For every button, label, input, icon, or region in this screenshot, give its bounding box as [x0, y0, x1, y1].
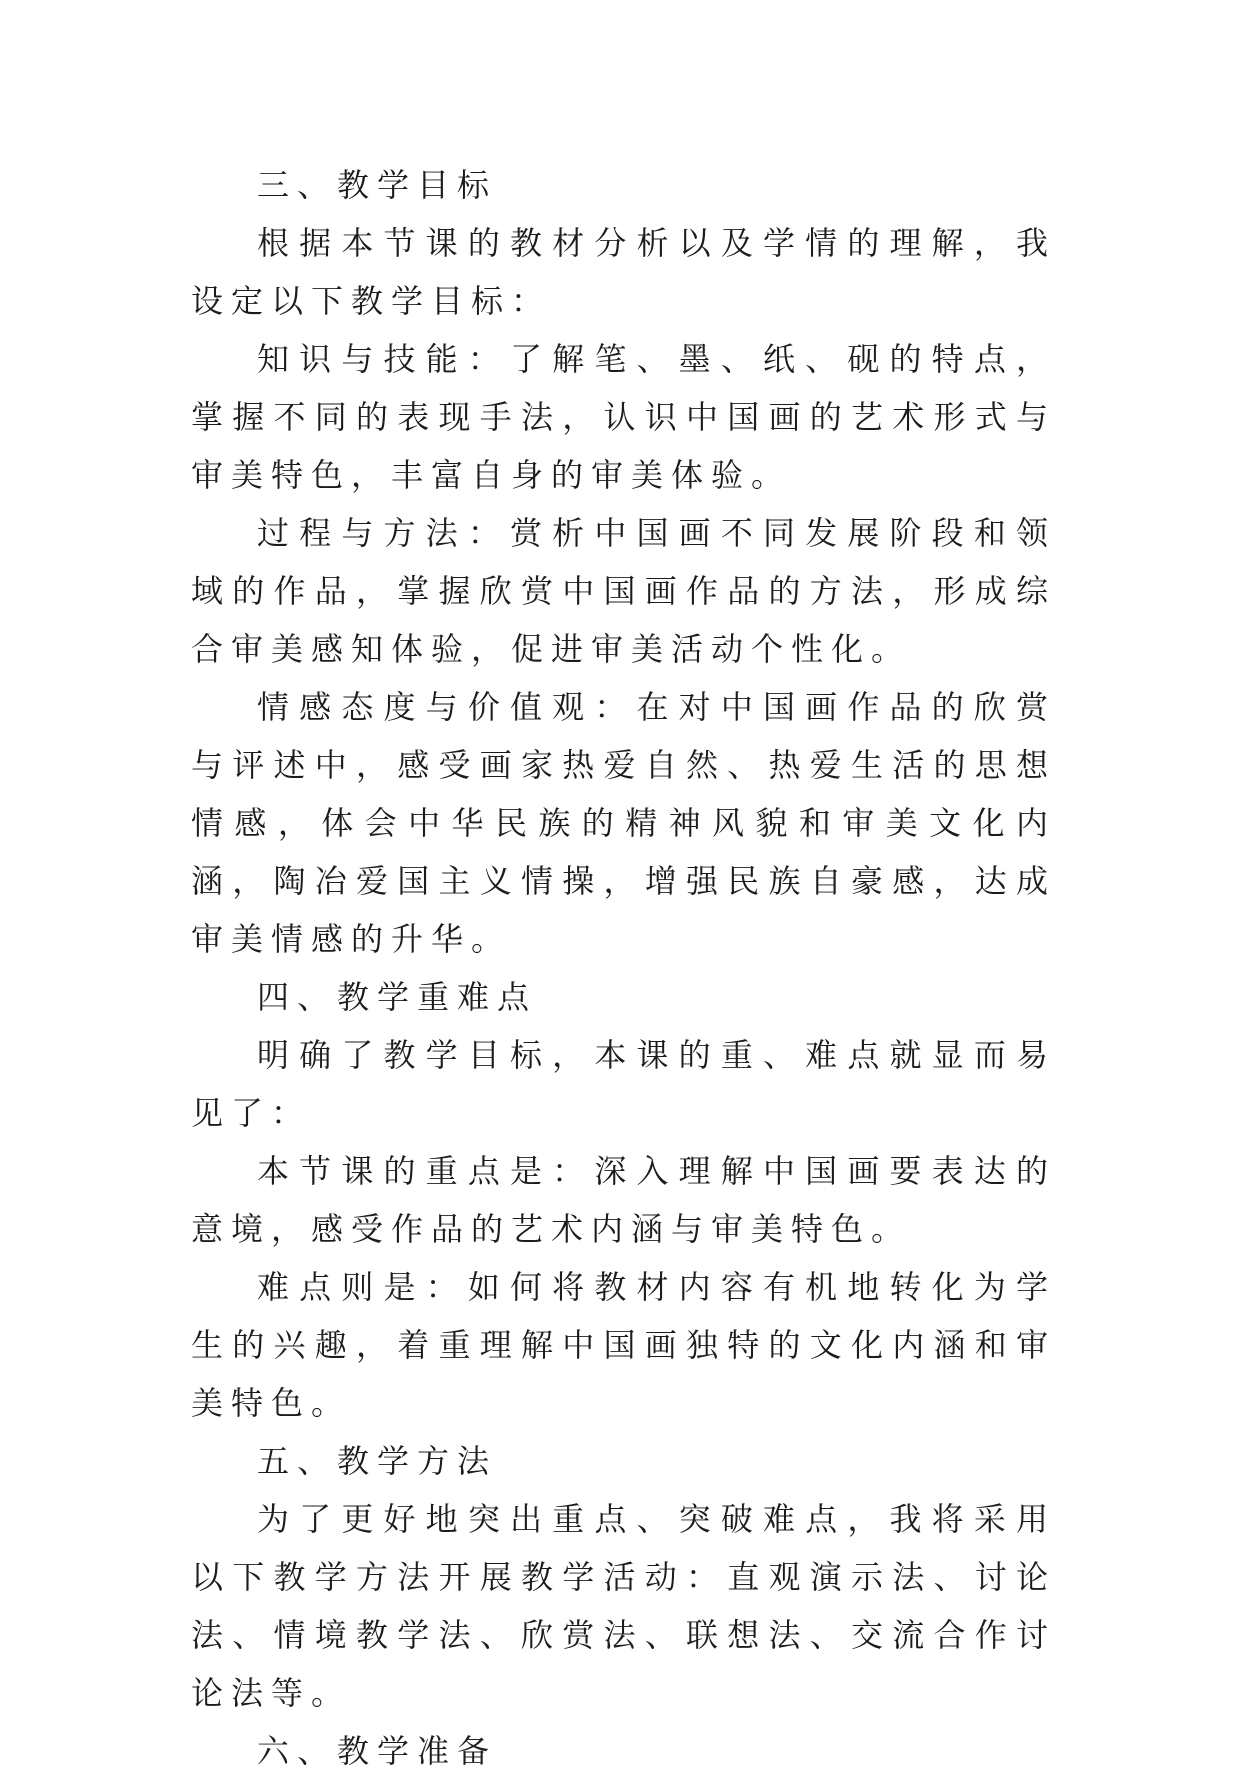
paragraph-difficulty: 难点则是：如何将教材内容有机地转化为学生的兴趣，着重理解中国画独特的文化内涵和审美特色。	[191, 1268, 1056, 1422]
paragraph-knowledge-skills: 知识与技能：了解笔、墨、纸、砚的特点，掌握不同的表现手法，认识中国画的艺术形式与审美特色，丰富自身的审美体验。	[191, 340, 1056, 494]
section-heading-key-points: 四、教学重难点	[257, 978, 538, 1016]
paragraph-key-points-intro: 明确了教学目标，本课的重、难点就显而易见了：	[191, 1036, 1056, 1132]
paragraph-emotion-values: 情感态度与价值观：在对中国画作品的欣赏与评述中，感受画家热爱自然、热爱生活的思想情感，体会中华民族的精神风貌和审美文化内涵，陶冶爱国主义情操，增强民族自豪感，达成审美情感的升华。	[191, 688, 1056, 958]
paragraph-key-point: 本节课的重点是：深入理解中国画要表达的意境，感受作品的艺术内涵与审美特色。	[191, 1152, 1056, 1248]
section-heading-preparation: 六、教学准备	[257, 1732, 498, 1770]
document-body	[191, 156, 1056, 1780]
section-heading-objectives: 三、教学目标	[257, 166, 498, 204]
paragraph-process-method: 过程与方法：赏析中国画不同发展阶段和领域的作品，掌握欣赏中国画作品的方法，形成综合审美感知体验，促进审美活动个性化。	[191, 514, 1056, 668]
section-heading-methods: 五、教学方法	[257, 1442, 498, 1480]
paragraph-objectives-intro: 根据本节课的教材分析以及学情的理解，我设定以下教学目标：	[191, 224, 1056, 320]
paragraph-methods: 为了更好地突出重点、突破难点，我将采用以下教学方法开展教学活动：直观演示法、讨论法、情境教学法、欣赏法、联想法、交流合作讨论法等。	[191, 1500, 1056, 1712]
